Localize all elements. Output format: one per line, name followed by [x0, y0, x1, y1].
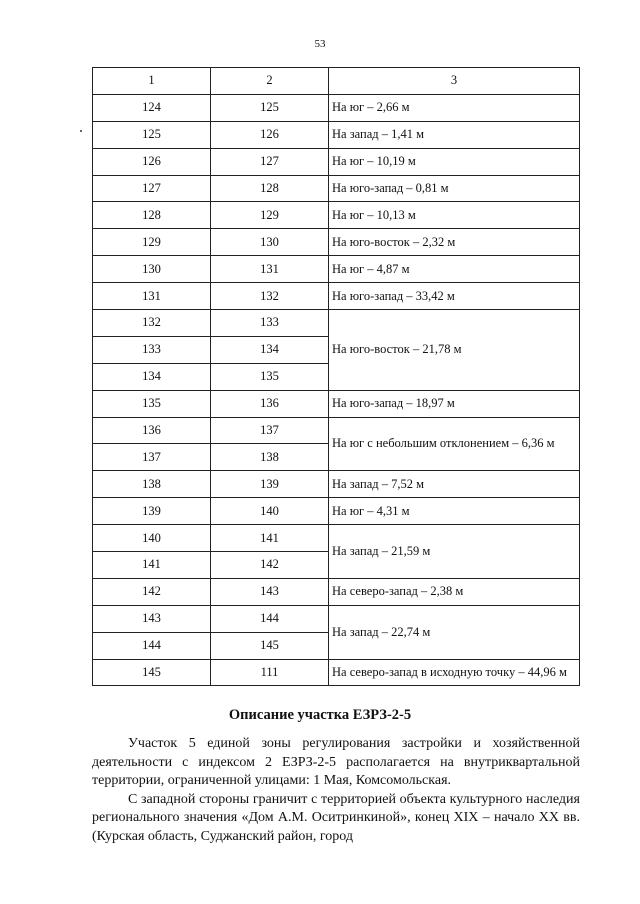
- cell-from-point: 124: [93, 94, 211, 121]
- cell-to-point: 127: [211, 148, 329, 175]
- cell-to-point: 140: [211, 498, 329, 525]
- table-row: [93, 498, 580, 525]
- cell-to-point: 136: [211, 390, 329, 417]
- table-header-row: [93, 68, 580, 95]
- cell-direction: На запад – 7,52 м: [329, 471, 580, 498]
- cell-from-point: 136: [93, 417, 211, 444]
- header-col-1: 1: [93, 68, 211, 95]
- cell-direction: На запад – 1,41 м: [329, 121, 580, 148]
- cell-direction: На северо-запад в исходную точку – 44,96 м: [329, 659, 580, 686]
- cell-direction: На юго-восток – 21,78 м: [329, 310, 580, 391]
- cell-from-point: 132: [93, 310, 211, 337]
- cell-direction: На северо-запад – 2,38 м: [329, 578, 580, 605]
- cell-direction: На запад – 22,74 м: [329, 605, 580, 659]
- cell-to-point: 142: [211, 552, 329, 579]
- table-row: [93, 256, 580, 283]
- cell-to-point: 128: [211, 175, 329, 202]
- cell-to-point: 132: [211, 283, 329, 310]
- cell-direction: На юг – 10,19 м: [329, 148, 580, 175]
- table-row: [93, 390, 580, 417]
- cell-from-point: 138: [93, 471, 211, 498]
- cell-from-point: 143: [93, 605, 211, 632]
- cell-direction: На юго-восток – 2,32 м: [329, 229, 580, 256]
- cell-from-point: 129: [93, 229, 211, 256]
- cell-direction: На юг – 4,87 м: [329, 256, 580, 283]
- cell-to-point: 138: [211, 444, 329, 471]
- cell-from-point: 131: [93, 283, 211, 310]
- table-row: [93, 310, 580, 337]
- table-row: [93, 94, 580, 121]
- table-row: [93, 148, 580, 175]
- table-row: [93, 471, 580, 498]
- cell-direction: На юго-запад – 0,81 м: [329, 175, 580, 202]
- cell-to-point: 131: [211, 256, 329, 283]
- cell-from-point: 145: [93, 659, 211, 686]
- boundary-table: [92, 67, 580, 686]
- header-col-2: 2: [211, 68, 329, 95]
- cell-from-point: 134: [93, 363, 211, 390]
- cell-from-point: 128: [93, 202, 211, 229]
- table-row: [93, 578, 580, 605]
- cell-from-point: 140: [93, 525, 211, 552]
- cell-from-point: 133: [93, 336, 211, 363]
- cell-to-point: 137: [211, 417, 329, 444]
- cell-direction: На юг – 2,66 м: [329, 94, 580, 121]
- table-row: [93, 417, 580, 444]
- cell-from-point: 139: [93, 498, 211, 525]
- cell-to-point: 130: [211, 229, 329, 256]
- cell-direction: На юго-запад – 18,97 м: [329, 390, 580, 417]
- cell-from-point: 142: [93, 578, 211, 605]
- cell-to-point: 145: [211, 632, 329, 659]
- section-body: [92, 735, 580, 846]
- table-row: [93, 121, 580, 148]
- cell-from-point: 130: [93, 256, 211, 283]
- cell-to-point: 134: [211, 336, 329, 363]
- cell-to-point: 125: [211, 94, 329, 121]
- header-col-3: 3: [329, 68, 580, 95]
- cell-to-point: 133: [211, 310, 329, 337]
- page-number: 53: [314, 38, 326, 50]
- table-row: [93, 605, 580, 632]
- cell-to-point: 126: [211, 121, 329, 148]
- cell-to-point: 143: [211, 578, 329, 605]
- paragraph-1: Участок 5 единой зоны регулирования застройки и хозяйственной деятельности с индексом 2 ЕЗРЗ-2-5 располагается на внутриквартальной территории, ограниченной улицами: 1 Мая, Комсомольская.: [92, 736, 580, 788]
- cell-from-point: 135: [93, 390, 211, 417]
- section-title: Описание участка ЕЗРЗ-2-5: [228, 707, 412, 723]
- cell-direction: На юг с небольшим отклонением – 6,36 м: [329, 417, 580, 471]
- table-row: [93, 229, 580, 256]
- cell-to-point: 144: [211, 605, 329, 632]
- cell-from-point: 126: [93, 148, 211, 175]
- cell-from-point: 137: [93, 444, 211, 471]
- cell-to-point: 139: [211, 471, 329, 498]
- cell-from-point: 125: [93, 121, 211, 148]
- table-row: [93, 659, 580, 686]
- cell-from-point: 141: [93, 552, 211, 579]
- cell-to-point: 135: [211, 363, 329, 390]
- table-body: [93, 94, 580, 686]
- cell-to-point: 129: [211, 202, 329, 229]
- cell-direction: На юго-запад – 33,42 м: [329, 283, 580, 310]
- table-row: [93, 283, 580, 310]
- cell-from-point: 144: [93, 632, 211, 659]
- cell-direction: На запад – 21,59 м: [329, 525, 580, 579]
- table-row: [93, 202, 580, 229]
- table-row: [93, 175, 580, 202]
- table-row: [93, 525, 580, 552]
- cell-direction: На юг – 4,31 м: [329, 498, 580, 525]
- cell-from-point: 127: [93, 175, 211, 202]
- scan-speck: [80, 130, 82, 132]
- cell-direction: На юг – 10,13 м: [329, 202, 580, 229]
- cell-to-point: 141: [211, 525, 329, 552]
- paragraph-2: С западной стороны граничит с территорией объекта культурного наследия регионального значения «Дом А.М. Оситринкиной», конец XIX – начало XX вв. (Курская область, Суджанский район, город: [92, 791, 580, 844]
- cell-to-point: 111: [211, 659, 329, 686]
